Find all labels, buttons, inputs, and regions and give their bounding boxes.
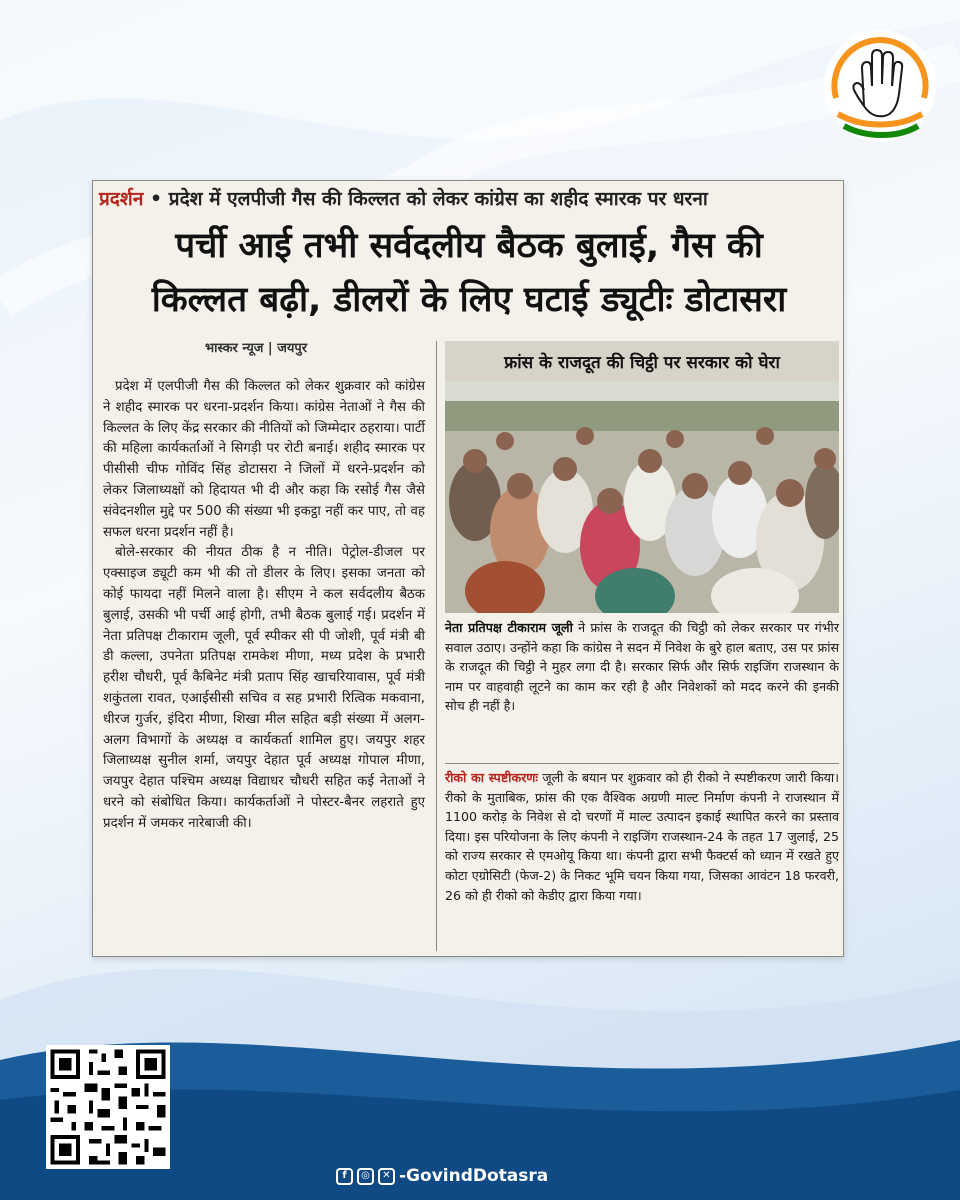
- facebook-icon[interactable]: f: [336, 1168, 353, 1185]
- kicker-tag: प्रदर्शन: [99, 188, 144, 210]
- box-title: फ्रांस के राजदूत की चिट्ठी पर सरकार को घेरा: [445, 341, 839, 381]
- headline-line-1: पर्ची आई तभी सर्वदलीय बैठक बुलाई, गैस की: [175, 226, 763, 266]
- clarification-text: जूली के बयान पर शुक्रवार को ही रीको ने स्पष्टीकरण जारी किया। रीको के मुताबिक, फ्रांस की एक वैश्विक अग्रणी माल्ट निर्माण कंपनी ने राजस्थान में 1100 करोड़ के निवेश से दो चरणों में माल्ट उत्पादन इकाई स्थापित करने का प्रस्ताव दिया। इस परियोजना के लिए कंपनी ने राइजिंग राजस्थान-24 के तहत 17 जुलाई, 25 को राज्य सरकार से एमओयू किया था। कंपनी द्वारा सभी फैक्टर्स को ध्यान में रखते हुए कोटा एग्रोसिटी (फेज-2) के निकट भूमि चयन किया गया, जिसका आवंटन 18 फरवरी, 26 को ही रीको को केडीए द्वारा किया गया।: [445, 770, 839, 903]
- caption-lead: नेता प्रतिपक्ष टीकाराम जूली: [445, 620, 573, 635]
- protest-photo: [445, 381, 839, 613]
- kicker-text: • प्रदेश में एलपीजी गैस की किल्लत को लेकर कांग्रेस का शहीद स्मारक पर धरना: [150, 188, 708, 210]
- newspaper-clipping: [92, 180, 844, 957]
- social-handle[interactable]: -GovindDotasra: [399, 1166, 549, 1186]
- clarification-lead: रीको का स्पष्टीकरणः: [445, 770, 538, 785]
- x-icon[interactable]: ✕: [378, 1168, 395, 1185]
- article-paragraph: प्रदेश में एलपीजी गैस की किल्लत को लेकर शुक्रवार को कांग्रेस ने शहीद स्मारक पर धरना-प्रदर्शन किया। कांग्रेस नेताओं ने गैस की किल्लत के लिए केंद्र सरकार की नीतियों को जिम्मेदार ठहराया। पार्टी की महिला कार्यकर्ताओं ने सिगड़ी पर रोटी बनाई। शहीद स्मारक पर पीसीसी चीफ गोविंद सिंह डोटासरा ने जिलों में धरने-प्रदर्शन को लेकर जिलाध्यक्षों को हिदायत भी दी और कहा कि रसोई गैस जैसे संवेदनशील मुद्दे पर 500 की संख्या भी इकट्ठा नहीं कर पाए, तो वह सफल धरना प्रदर्शन नहीं है।: [103, 379, 425, 540]
- left-column: [103, 377, 425, 835]
- kicker: [99, 185, 708, 211]
- clarification: [445, 768, 839, 905]
- column-divider: [436, 341, 437, 951]
- instagram-icon[interactable]: ◎: [357, 1168, 374, 1185]
- headline: [99, 219, 839, 327]
- article-paragraph: बोले-सरकार की नीयत ठीक है न नीति। पेट्रोल-डीजल पर एक्साइज ड्यूटी कम भी की तो डीलर के लिए। इसका जनता को कोई फायदा नहीं मिलने वाला है। सीएम ने कल सर्वदलीय बैठक बुलाई, उसकी भी पर्ची आई होगी, तभी बैठक बुलाई गई। प्रदर्शन में नेता प्रतिपक्ष टीकाराम जूली, पूर्व स्पीकर सी पी जोशी, पूर्व मंत्री बी डी कल्ला, उपनेता प्रतिपक्ष रामकेश मीणा, मध्य प्रदेश के प्रभारी हरीश चौधरी, पूर्व कैबिनेट मंत्री प्रताप सिंह खाचरियावास, पूर्व मंत्री शकुंतला रावत, एआईसीसी सचिव व सह प्रभारी रित्विक मकवाना, धीरज गुर्जर, इंदिरा मीणा, शिखा मील सहित बड़ी संख्या में अलग-अलग विभागों के अध्यक्ष व कार्यकर्ता शामिल हुए। जयपुर शहर जिलाध्यक्ष सुनील शर्मा, जयपुर देहात पूर्व अध्यक्ष गोपाल मीणा, जयपुर देहात पश्चिम अध्यक्ष विद्याधर चौधरी सहित कई नेताओं ने धरने को संबोधित किया। कार्यकर्ताओं ने पोस्टर-बैनर लहराते हुए प्रदर्शन में जमकर नारेबाजी की।: [103, 545, 425, 831]
- caption-text: ने फ्रांस के राजदूत की चिट्ठी को लेकर सरकार पर गंभीर सवाल उठाए। उन्होंने कहा कि कांग्रेस ने सदन में निवेश के बुरे हाल बताए, उस पर फ्रांस के राजदूत की चिट्ठी ने मुहर लगा दी है। सरकार सिर्फ और सिर्फ राइजिंग राजस्थान के नाम पर वाहवाही लूटने का काम कर रही है और निवेशकों को मदद करने की इनकी सोच ही नहीं है।: [445, 620, 839, 714]
- party-logo: [822, 28, 938, 144]
- headline-line-2: किल्लत बढ़ी, डीलरों के लिए घटाई ड्यूटीः डोटासरा: [151, 280, 787, 320]
- section-divider: [445, 763, 839, 764]
- qr-code[interactable]: [46, 1045, 170, 1169]
- byline: भास्कर न्यूज | जयपुर: [205, 341, 308, 356]
- photo-caption: [445, 618, 839, 716]
- social-footer: [336, 1166, 548, 1186]
